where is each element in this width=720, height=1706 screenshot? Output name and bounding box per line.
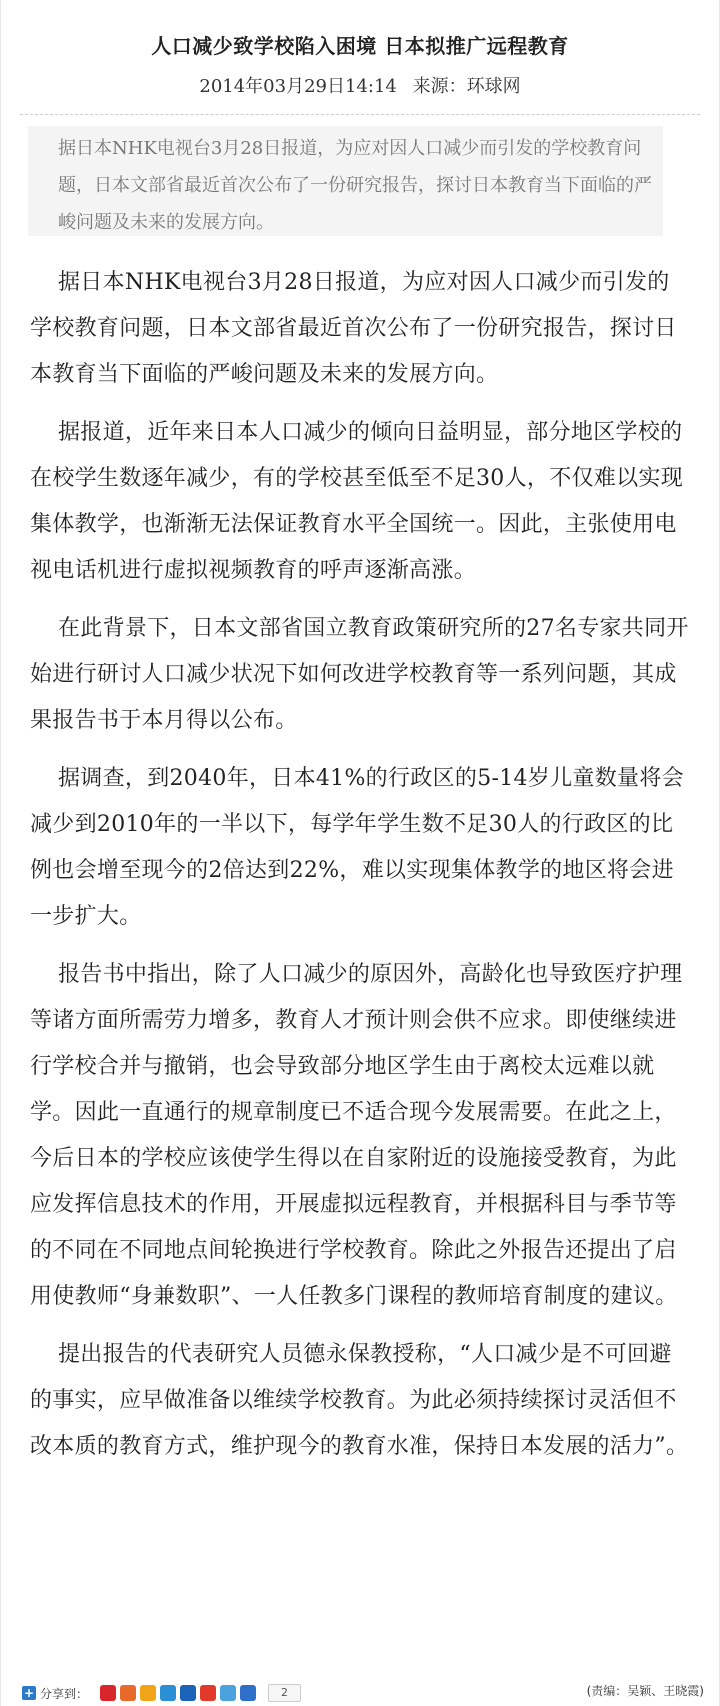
article-body: [30, 260, 690, 1482]
paragraph: 报告书中指出，除了人口减少的原因外，高龄化也导致医疗护理等诸方面所需劳力增多，教育人才预计则会供不应求。即使继续进行学校合并与撤销，也会导致部分地区学生由于离校太远难以就学。因此一直通行的规章制度已不适合现今发展需要。在此之上，今后日本的学校应该使学生得以在自家附近的设施接受教育，为此应发挥信息技术的作用，开展虚拟远程教育，并根据科目与季节等的不同在不同地点间轮换进行学校教育。除此之外报告还提出了启用使教师“身兼数职”、一人任教多门课程的教师培育制度的建议。: [30, 962, 683, 1309]
source-label: 来源：: [412, 76, 467, 97]
source-link[interactable]: 环球网: [466, 76, 521, 97]
share-count[interactable]: 2: [268, 1684, 301, 1702]
article-footer: [22, 1680, 704, 1706]
summary-text: 据日本NHK电视台3月28日报道，为应对因人口减少而引发的学校教育问题，日本文部省最近首次公布了一份研究报告，探讨日本教育当下面临的严峻问题及未来的发展方向。: [58, 138, 652, 233]
share-icon-3[interactable]: [140, 1685, 156, 1701]
paragraph: 在此背景下，日本文部省国立教育政策研究所的27名专家共同开始进行研讨人口减少状况下如何改进学校教育等一系列问题，其成果报告书于本月得以公布。: [30, 616, 689, 733]
share-plus-icon[interactable]: +: [23, 1686, 35, 1700]
share-icon-6[interactable]: [200, 1685, 216, 1701]
article-meta: [0, 72, 720, 98]
paragraph: 据日本NHK电视台3月28日报道，为应对因人口减少而引发的学校教育问题，日本文部省最近首次公布了一份研究报告，探讨日本教育当下面临的严峻问题及未来的发展方向。: [30, 270, 677, 387]
paragraph: 提出报告的代表研究人员德永保教授称，“人口减少是不可回避的事实，应早做准备以维续学校教育。为此必须持续探讨灵活但不改本质的教育方式，维护现今的教育水准，保持日本发展的活力”。: [30, 1342, 689, 1459]
share-icon-2[interactable]: [120, 1685, 136, 1701]
share-label: 分享到：: [40, 1686, 89, 1701]
share-icon-5[interactable]: [180, 1685, 196, 1701]
article-summary: [28, 126, 663, 236]
share-icon-4[interactable]: [160, 1685, 176, 1701]
paragraph: 据调查，到2040年，日本41%的行政区的5-14岁儿童数量将会减少到2010年的一半以下，每学年学生数不足30人的行政区的比例也会增至现今的2倍达到22%，难以实现集体教学的地区将会进一步扩大。: [30, 766, 684, 929]
frame-border-left: [0, 0, 1, 1706]
paragraph: 据报道，近年来日本人口减少的倾向日益明显，部分地区学校的在校学生数逐年减少，有的学校甚至低至不足30人，不仅难以实现集体教学，也渐渐无法保证教育水平全国统一。因此，主张使用电视电话机进行虚拟视频教育的呼声逐渐高涨。: [30, 420, 683, 583]
share-icon-8[interactable]: [240, 1685, 256, 1701]
share-bar: [22, 1684, 301, 1702]
article-title: 人口减少致学校陷入困境 日本拟推广远程教育: [151, 34, 569, 58]
header-divider: [20, 114, 700, 115]
editor-credit: (责编：吴颖、王晓霞): [586, 1684, 704, 1698]
publish-date: 2014年03月29日14:14: [199, 76, 397, 97]
share-icon-1[interactable]: [100, 1685, 116, 1701]
share-icon-7[interactable]: [220, 1685, 236, 1701]
